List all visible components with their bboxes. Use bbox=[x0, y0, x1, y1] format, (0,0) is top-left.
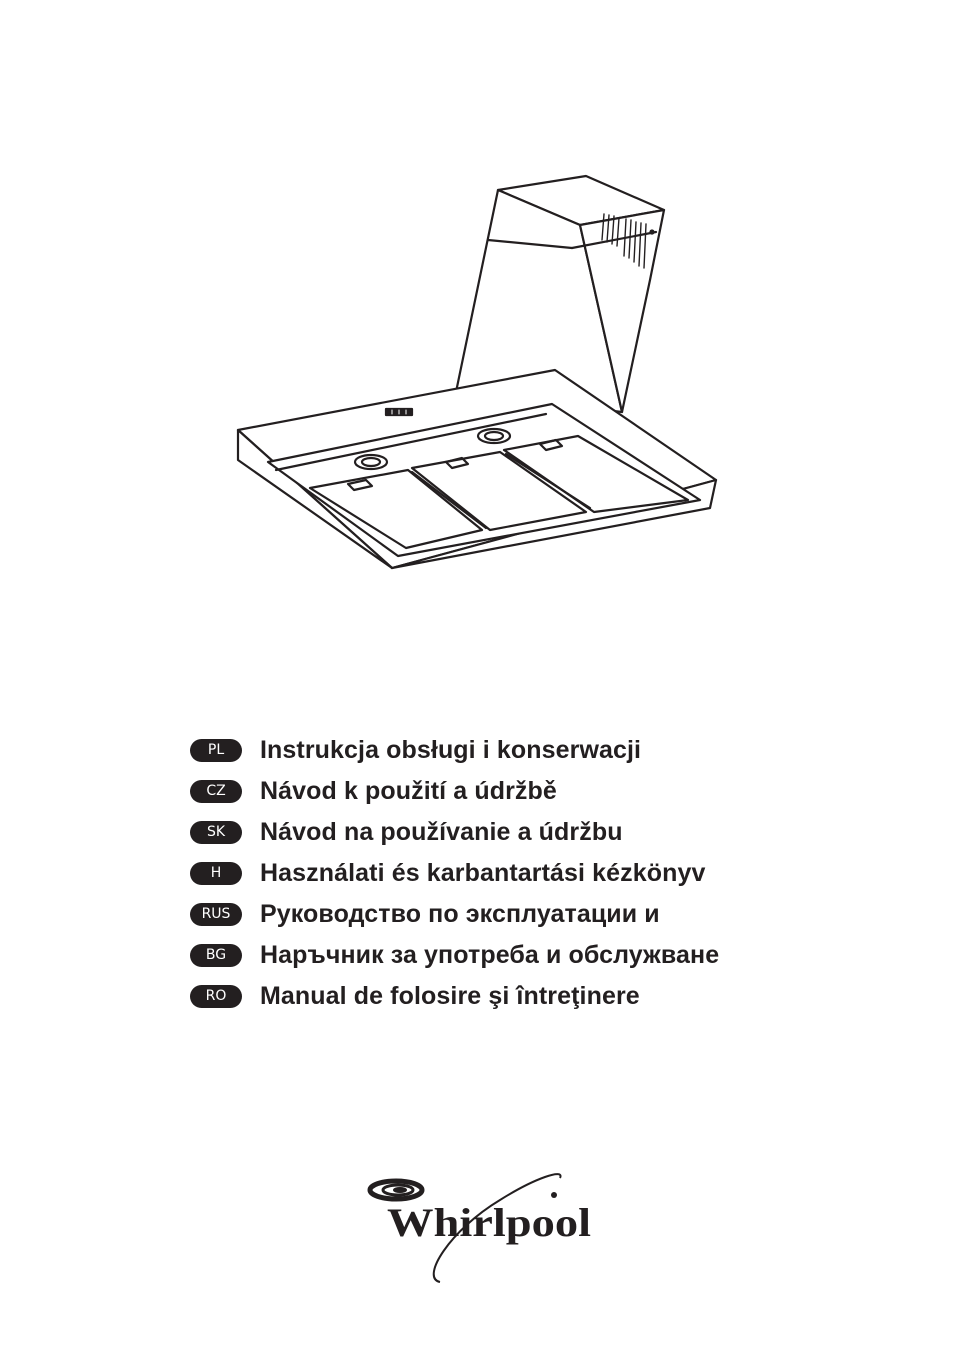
language-code-badge: RO bbox=[190, 985, 242, 1008]
manual-title: Návod na používanie a údržbu bbox=[260, 818, 623, 846]
brand-wordmark: Whirlpool bbox=[387, 1200, 591, 1245]
language-row-ro bbox=[190, 976, 810, 1017]
language-row-cz bbox=[190, 771, 810, 812]
language-code-badge: BG bbox=[190, 944, 242, 967]
language-code-badge: H bbox=[190, 862, 242, 885]
manual-title: Használati és karbantartási kézkönyv bbox=[260, 859, 706, 887]
manual-title: Руководство по эксплуатации и bbox=[260, 900, 660, 928]
language-code-badge: CZ bbox=[190, 780, 242, 803]
language-row-bg bbox=[190, 935, 810, 976]
language-code-badge: PL bbox=[190, 739, 242, 762]
language-row-rus bbox=[190, 894, 810, 935]
language-code-badge: SK bbox=[190, 821, 242, 844]
cooker-hood-illustration bbox=[220, 160, 740, 590]
manual-title: Наръчник за употреба и обслужване bbox=[260, 941, 720, 969]
manual-title: Návod k použití a údržbě bbox=[260, 777, 557, 805]
language-list bbox=[190, 730, 810, 1017]
whirlpool-logo bbox=[360, 1160, 610, 1290]
language-row-pl bbox=[190, 730, 810, 771]
manual-title: Instrukcja obsługi i konserwacji bbox=[260, 736, 642, 764]
language-row-h bbox=[190, 853, 810, 894]
manual-title: Manual de folosire şi întreţinere bbox=[260, 982, 640, 1010]
language-code-badge: RUS bbox=[190, 903, 242, 926]
language-row-sk bbox=[190, 812, 810, 853]
